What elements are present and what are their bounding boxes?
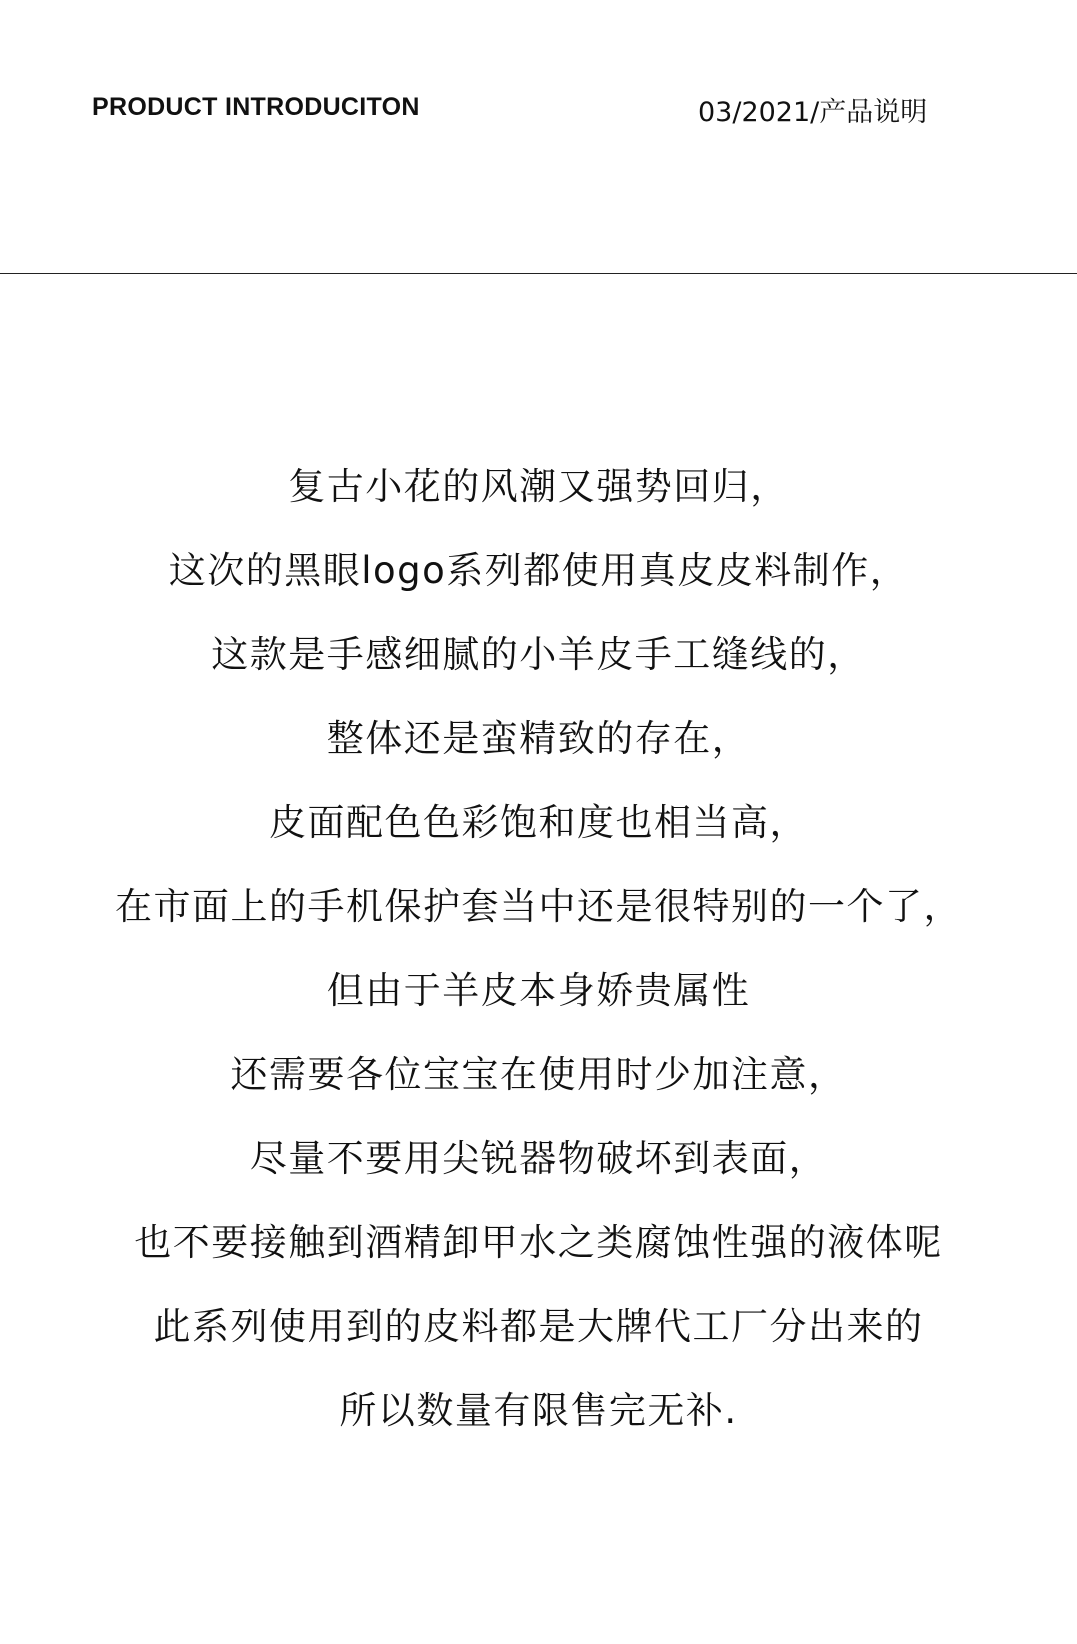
description-line: 皮面配色色彩饱和度也相当高， [269, 801, 808, 844]
description-line: 在市面上的手机保护套当中还是很特别的一个了， [115, 885, 962, 928]
date-label: 03/2021/产品说明 [698, 97, 928, 128]
description-line: 尽量不要用尖锐器物破坏到表面， [249, 1137, 828, 1180]
description-line: 还需要各位宝宝在使用时少加注意， [230, 1053, 847, 1096]
product-description [0, 457, 1077, 1465]
description-line: 整体还是蛮精致的存在， [326, 717, 751, 760]
description-line: 此系列使用到的皮料都是大牌代工厂分出来的 [153, 1305, 924, 1348]
header-divider [0, 273, 1077, 274]
description-line: 但由于羊皮本身娇贵属性 [326, 969, 751, 1012]
description-line: 复古小花的风潮又强势回归， [288, 465, 789, 508]
description-line: 这款是手感细腻的小羊皮手工缝线的， [211, 633, 866, 676]
description-line: 也不要接触到酒精卸甲水之类腐蚀性强的液体呢 [134, 1221, 943, 1264]
section-title: PRODUCT INTRODUCITON [92, 93, 420, 121]
description-line: 这次的黑眼logo系列都使用真皮皮料制作， [168, 549, 909, 592]
description-line: 所以数量有限售完无补. [339, 1389, 738, 1432]
